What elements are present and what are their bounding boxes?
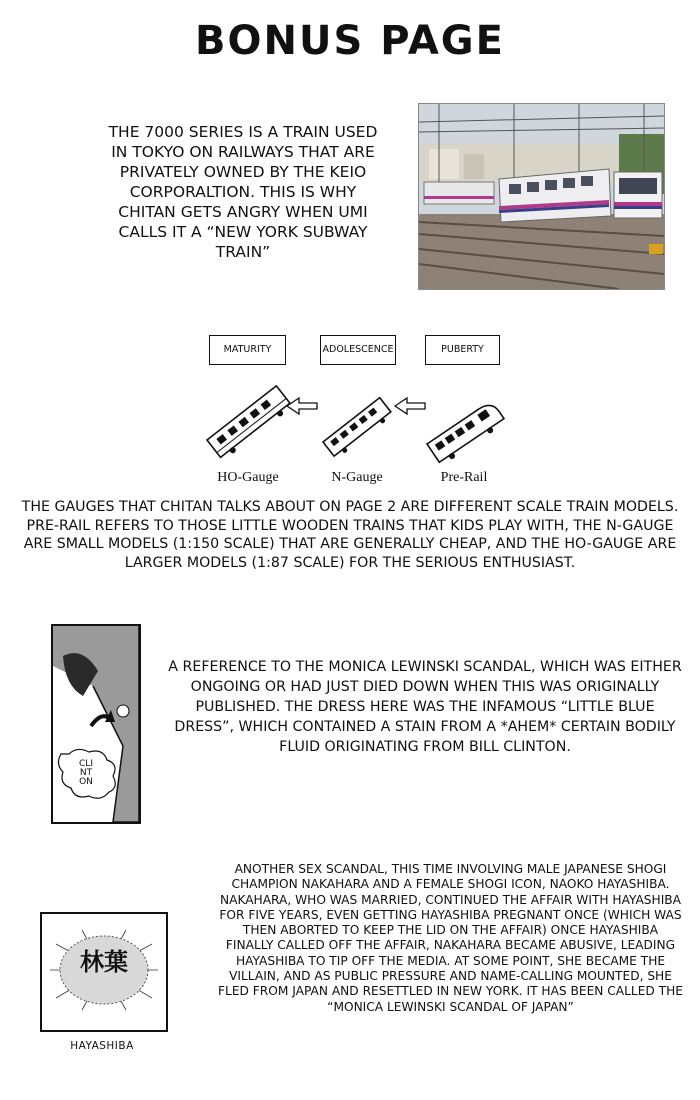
- hayashiba-kanji: 林葉: [80, 948, 128, 976]
- monica-note-text: A REFERENCE TO THE MONICA LEWINSKI SCANDAL, WHICH WAS EITHER ONGOING OR HAD JUST DIED DOWN WHEN THIS WAS ORIGINALLY PUBLISHED. THE DRESS HERE WAS THE INFAMOUS “LITTLE BLUE DRESS”, WHICH CONTAINED A STAIN FROM A *AHEM* CERTAIN BODILY FLUID ORIGINATING FROM BILL CLINTON.: [168, 659, 682, 755]
- gauge-diagram: [195, 368, 505, 468]
- train-note-text: THE 7000 SERIES IS A TRAIN USED IN TOKYO ON RAILWAYS THAT ARE PRIVATELY OWNED BY THE KEIO CORPORALTION. THIS IS WHY CHITAN GETS ANGRY WHEN UMI CALLS IT A “NEW YORK SUBWAY TRAIN”: [108, 123, 378, 261]
- pre-rail-train-icon: [427, 400, 505, 466]
- n-gauge-train-icon: [323, 398, 394, 460]
- train-photo: [418, 103, 665, 290]
- gauges-note-text: THE GAUGES THAT CHITAN TALKS ABOUT ON PAGE 2 ARE DIFFERENT SCALE TRAIN MODELS. PRE-RAIL REFERS TO THOSE LITTLE WOODEN TRAINS THAT KIDS PLAY WITH, THE N-GAUGE ARE SMALL MODELS (1:150 SCALE) THAT ARE GENERALLY CHEAP, AND THE HO-GAUGE ARE LARGER MODELS (1:87 SCALE) FOR THE SERIOUS ENTHUSIAST.: [21, 499, 679, 571]
- hayashiba-label: HAYASHIBA: [70, 1040, 134, 1052]
- manga-panel-clinton: [51, 624, 141, 824]
- stage-box-puberty: PUBERTY: [425, 335, 500, 365]
- n-gauge-label: N-Gauge: [331, 470, 383, 485]
- manga-panel-hayashiba: [40, 912, 168, 1032]
- stage-box-adolescence: ADOLESCENCE: [320, 335, 396, 365]
- ho-gauge-train-icon: [207, 386, 293, 461]
- shogi-note-text: ANOTHER SEX SCANDAL, THIS TIME INVOLVING MALE JAPANESE SHOGI CHAMPION NAKAHARA AND A FEMALE SHOGI ICON, NAOKO HAYASHIBA. NAKAHARA, WHO WAS MARRIED, CONTINUED THE AFFAIR WITH HAYASHIBA FOR FIVE YEARS, EVEN GETTING HAYASHIBA PREGNANT ONCE (WHICH WAS THEN ABORTED TO KEEP THE LID ON THE AFFAIR) ONCE HAYASHIBA FINALLY CALLED OFF THE AFFAIR, NAKAHARA BECAME ABUSIVE, LEADING HAYASHIBA TO TIP OFF THE MEDIA. AT SOME POINT, SHE BECAME THE VILLAIN, AND AS PUBLIC PRESSURE AND NAME-CALLING MOUNTED, SHE FLED FROM JAPAN AND RESETTLED IN NEW YORK. IT HAS BEEN CALLED THE “MONICA LEWINSKI SCANDAL OF JAPAN”: [218, 862, 683, 1014]
- stage-box-maturity: MATURITY: [209, 335, 286, 365]
- clinton-caption: CLINTON: [79, 759, 93, 787]
- pre-rail-label: Pre-Rail: [440, 470, 488, 485]
- arrow-left-icon: [287, 398, 317, 414]
- arrow-left-icon: [395, 398, 425, 414]
- page-title: BONUS PAGE: [195, 18, 505, 64]
- ho-gauge-label: HO-Gauge: [217, 470, 279, 485]
